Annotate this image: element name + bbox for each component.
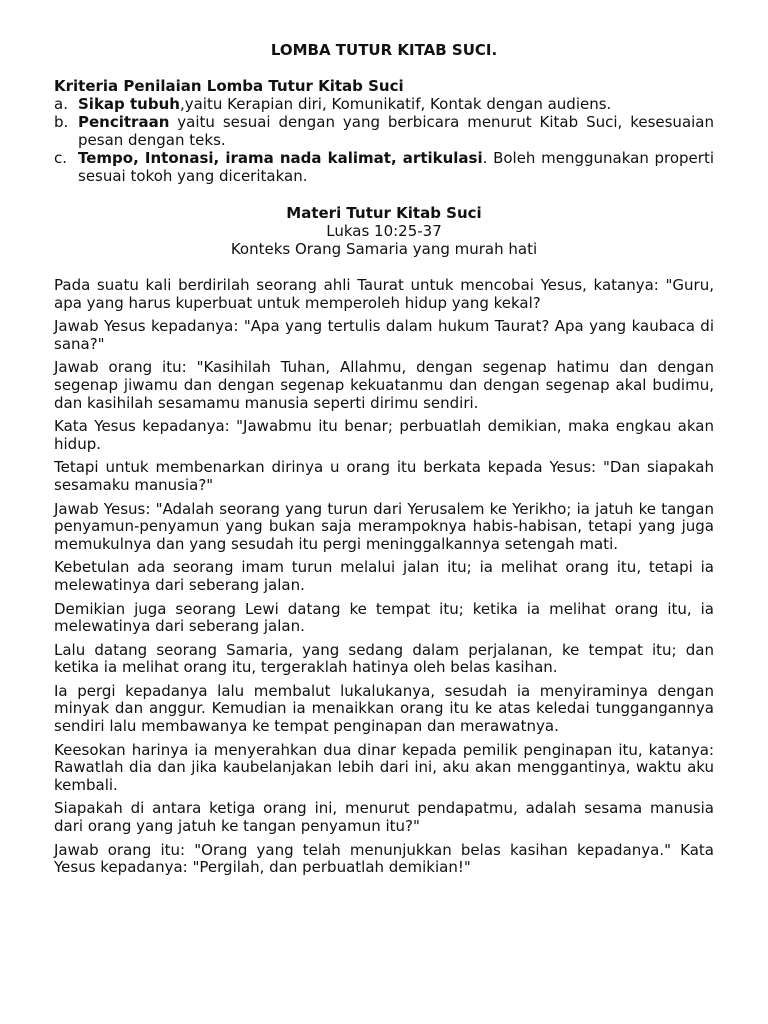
materi-block xyxy=(54,204,714,258)
paragraph: Jawab orang itu: "Orang yang telah menunjukkan belas kasihan kepadanya." Kata Yesus kepadanya: "Pergilah, dan perbuatlah demikian!" xyxy=(54,840,714,877)
paragraph: Jawab orang itu: "Kasihilah Tuhan, Allahmu, dengan segenap hatimu dan dengan segenap jiwamu dan dengan segenap kekuatanmu dan dengan segenap akal budimu, dan kasihilah sesamamu manusia seperti dirimu sendiri. xyxy=(54,358,714,412)
paragraph: Siapakah di antara ketiga orang ini, menurut pendapatmu, adalah sesama manusia dari orang yang jatuh ke tangan penyamun itu?" xyxy=(54,799,714,836)
criteria-item-a xyxy=(54,95,714,113)
paragraph: Jawab Yesus: "Adalah seorang yang turun dari Yerusalem ke Yerikho; ia jatuh ke tangan penyamun-penyamun yang bukan saja merampoknya habis-habisan, tetapi yang juga memukulnya dan yang sesudah itu pergi meninggalkannya setengah mati. xyxy=(54,499,714,553)
criteria-letter: c. xyxy=(54,149,68,167)
paragraph: Demikian juga seorang Lewi datang ke tempat itu; ketika ia melihat orang itu, ia melewatinya dari seberang jalan. xyxy=(54,599,714,636)
criteria-letter: b. xyxy=(54,113,69,131)
criteria-item-b xyxy=(54,113,714,149)
paragraph: Kata Yesus kepadanya: "Jawabmu itu benar; perbuatlah demikian, maka engkau akan hidup. xyxy=(54,417,714,453)
criteria-item-c xyxy=(54,149,714,185)
criteria-list xyxy=(54,95,714,185)
criteria-term: Sikap tubuh xyxy=(78,95,180,113)
paragraph: Tetapi untuk membenarkan dirinya u orang itu berkata kepada Yesus: "Dan siapakah sesamaku manusia?" xyxy=(54,458,714,494)
criteria-text: ,yaitu Kerapian diri, Komunikatif, Kontak dengan audiens. xyxy=(179,95,612,113)
paragraph: Keesokan harinya ia menyerahkan dua dinar kepada pemilik penginapan itu, katanya: Rawatlah dia dan jika kaubelanjakan lebih dari ini, aku akan menggantinya, waktu aku kembali. xyxy=(54,740,714,794)
criteria-letter: a. xyxy=(54,95,68,113)
paragraph: Pada suatu kali berdirilah seorang ahli Taurat untuk mencobai Yesus, katanya: "Guru, apa yang harus kuperbuat untuk memperoleh hidup yang kekal? xyxy=(54,276,714,312)
document-title: LOMBA TUTUR KITAB SUCI. xyxy=(270,41,498,59)
criteria-term: Tempo, Intonasi, irama nada kalimat, artikulasi xyxy=(78,149,483,167)
materi-title: Materi Tutur Kitab Suci xyxy=(286,204,482,222)
criteria-text: yaitu sesuai dengan yang berbicara menurut Kitab Suci, kesesuaian pesan dengan teks. xyxy=(78,113,714,149)
criteria-heading: Kriteria Penilaian Lomba Tutur Kitab Suci xyxy=(54,77,404,95)
materi-reference: Lukas 10:25-37 xyxy=(326,222,442,240)
criteria-text: . Boleh menggunakan properti sesuai tokoh yang diceritakan. xyxy=(78,149,714,185)
criteria-term: Pencitraan xyxy=(78,113,170,131)
materi-context: Konteks Orang Samaria yang murah hati xyxy=(230,240,538,258)
story-text xyxy=(54,277,714,877)
paragraph: Jawab Yesus kepadanya: "Apa yang tertulis dalam hukum Taurat? Apa yang kaubaca di sana?" xyxy=(54,317,714,353)
paragraph: Ia pergi kepadanya lalu membalut lukalukanya, sesudah ia menyiraminya dengan minyak dan anggur. Kemudian ia menaikkan orang itu ke atas keledai tunggangannya sendiri lalu membawanya ke tempat penginapan dan merawatnya. xyxy=(54,681,714,736)
paragraph: Kebetulan ada seorang imam turun melalui jalan itu; ia melihat orang itu, tetapi ia melewatinya dari seberang jalan. xyxy=(54,558,714,594)
paragraph: Lalu datang seorang Samaria, yang sedang dalam perjalanan, ke tempat itu; dan ketika ia melihat orang itu, tergeraklah hatinya oleh belas kasihan. xyxy=(54,640,714,677)
